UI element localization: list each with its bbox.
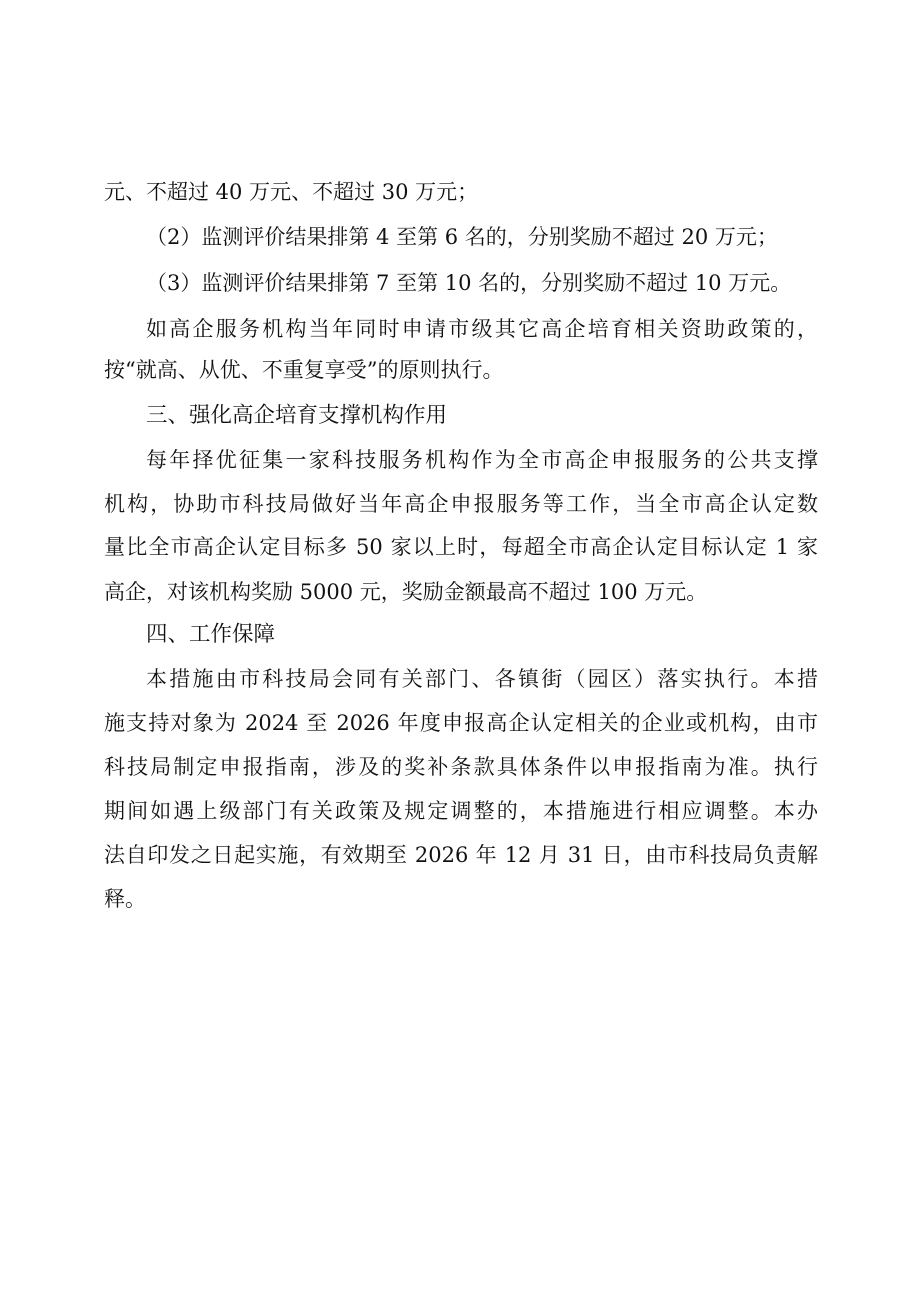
section-heading-3: 三、强化高企培育支撑机构作用: [146, 403, 448, 428]
text-line: 元、不超过 40 万元、不超过 30 万元；: [104, 180, 479, 204]
text-line: 按“就高、从优、不重复享受”的原则执行。: [104, 358, 504, 382]
text-line: 如高企服务机构当年同时申请市级其它高企培育相关资助政策的，: [146, 317, 818, 341]
text-line: 科技局制定申报指南，涉及的奖补条款具体条件以申报指南为准。执行: [104, 755, 818, 779]
text-line: 机构，协助市科技局做好当年高企申报服务等工作，当全市高企认定数: [104, 492, 818, 516]
text-line: 期间如遇上级部门有关政策及规定调整的，本措施进行相应调整。本办: [104, 799, 818, 823]
text-line: 本措施由市科技局会同有关部门、各镇街（园区）落实执行。本措: [146, 667, 818, 691]
list-item: （2）监测评价结果排第 4 至第 6 名的，分别奖励不超过 20 万元；: [146, 225, 778, 249]
text-line: 每年择优征集一家科技服务机构作为全市高企申报服务的公共支撑: [146, 448, 818, 472]
text-line: 高企，对该机构奖励 5000 元，奖励金额最高不超过 100 万元。: [104, 580, 708, 604]
text-line: 法自印发之日起实施，有效期至 2026 年 12 月 31 日，由市科技局负责解: [104, 843, 818, 867]
text-line: 量比全市高企认定目标多 50 家以上时，每超全市高企认定目标认定 1 家: [104, 535, 818, 559]
text-line: 释。: [104, 887, 146, 911]
text-line: 施支持对象为 2024 至 2026 年度申报高企认定相关的企业或机构，由市: [104, 711, 818, 735]
list-item: （3）监测评价结果排第 7 至第 10 名的，分别奖励不超过 10 万元。: [146, 271, 792, 295]
section-heading-4: 四、工作保障: [146, 622, 276, 647]
